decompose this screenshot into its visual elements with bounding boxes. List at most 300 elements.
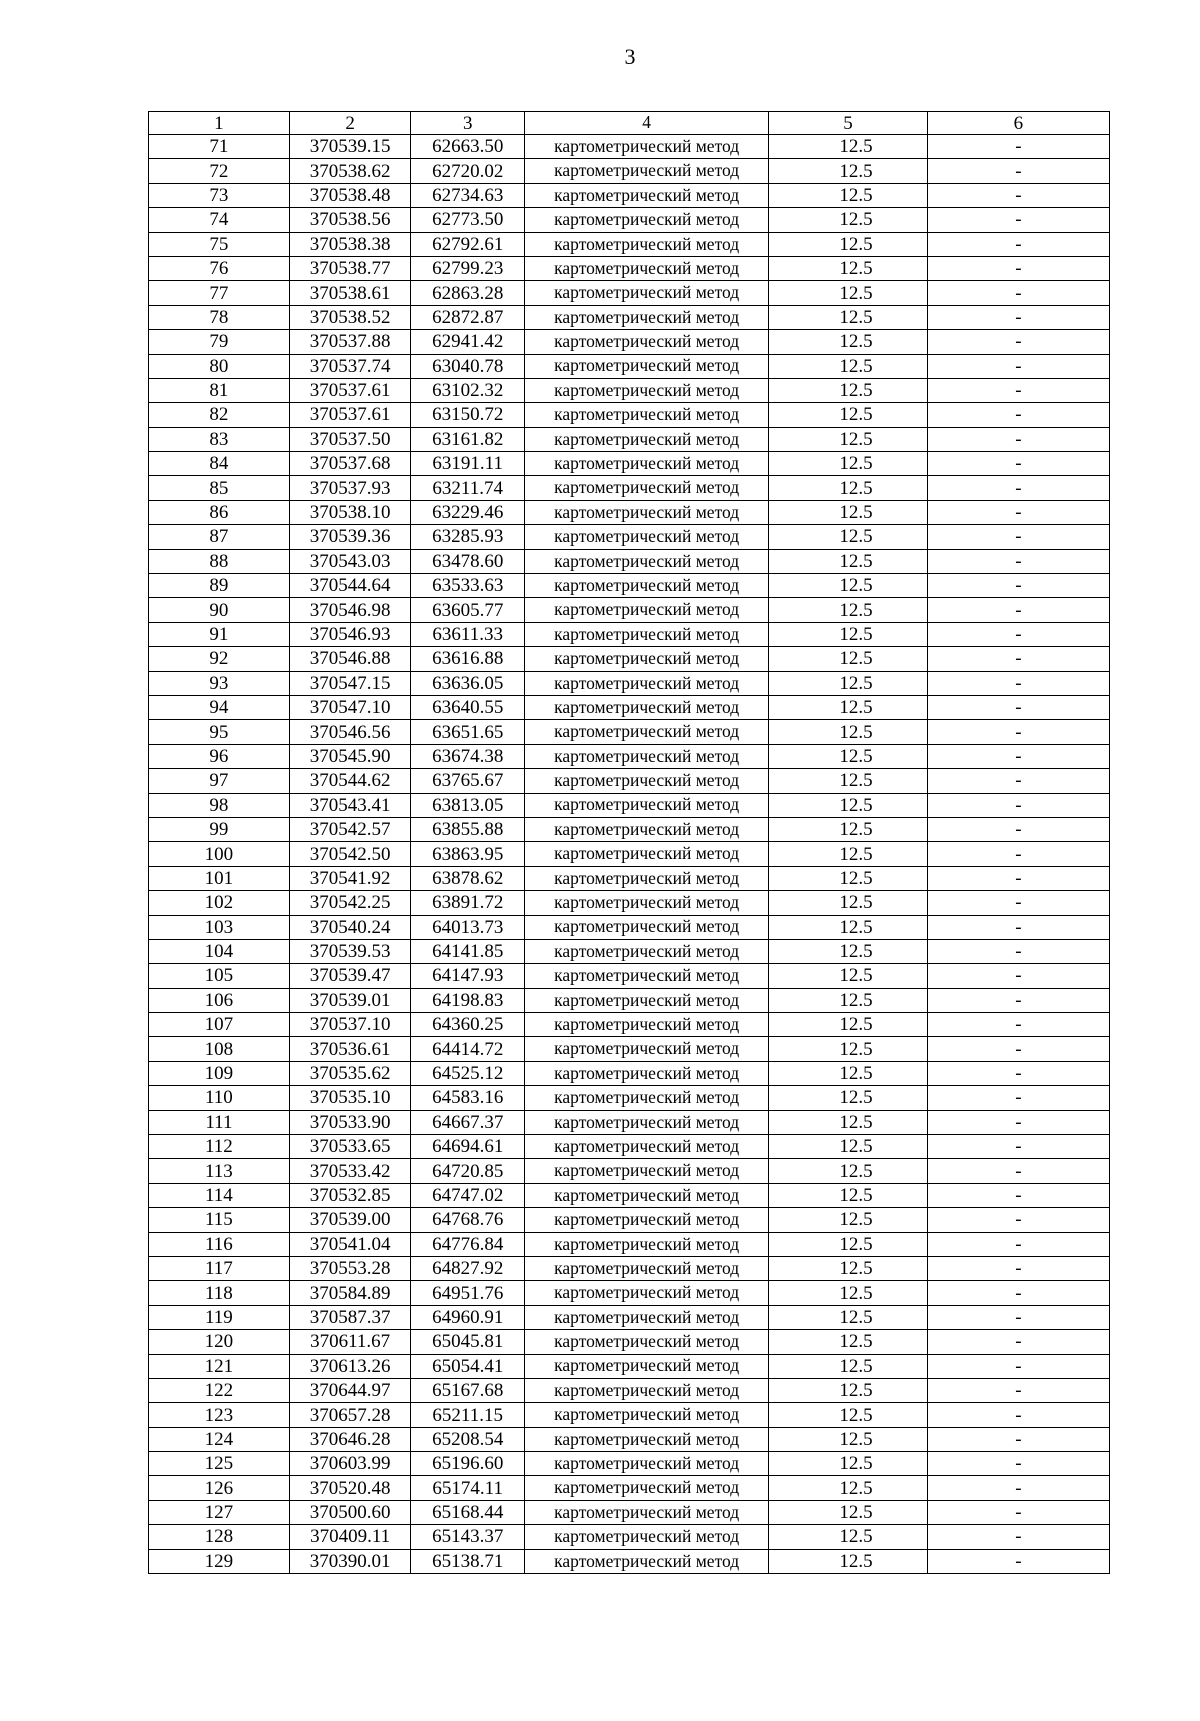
point-number-cell: 93 <box>149 671 290 695</box>
y-coordinate-cell: 64747.02 <box>411 1183 525 1207</box>
note-cell: - <box>927 1378 1109 1402</box>
y-coordinate-cell: 63102.32 <box>411 378 525 402</box>
accuracy-cell: 12.5 <box>769 598 927 622</box>
method-cell: картометрический метод <box>524 1037 768 1061</box>
table-row <box>149 988 1110 1012</box>
x-coordinate-cell: 370613.26 <box>289 1354 411 1378</box>
y-coordinate-cell: 62941.42 <box>411 330 525 354</box>
y-coordinate-cell: 63150.72 <box>411 403 525 427</box>
note-cell: - <box>927 476 1109 500</box>
table-row <box>149 1500 1110 1524</box>
note-cell: - <box>927 1500 1109 1524</box>
table-row <box>149 793 1110 817</box>
method-cell: картометрический метод <box>524 1525 768 1549</box>
point-number-cell: 82 <box>149 403 290 427</box>
x-coordinate-cell: 370539.53 <box>289 939 411 963</box>
table-header <box>149 112 1110 135</box>
x-coordinate-cell: 370538.52 <box>289 305 411 329</box>
method-cell: картометрический метод <box>524 232 768 256</box>
point-number-cell: 126 <box>149 1476 290 1500</box>
point-number-cell: 106 <box>149 988 290 1012</box>
y-coordinate-cell: 62799.23 <box>411 256 525 280</box>
note-cell: - <box>927 817 1109 841</box>
table-row <box>149 183 1110 207</box>
method-cell: картометрический метод <box>524 720 768 744</box>
accuracy-cell: 12.5 <box>769 744 927 768</box>
x-coordinate-cell: 370657.28 <box>289 1403 411 1427</box>
note-cell: - <box>927 183 1109 207</box>
accuracy-cell: 12.5 <box>769 915 927 939</box>
x-coordinate-cell: 370532.85 <box>289 1183 411 1207</box>
accuracy-cell: 12.5 <box>769 1403 927 1427</box>
note-cell: - <box>927 208 1109 232</box>
note-cell: - <box>927 525 1109 549</box>
note-cell: - <box>927 159 1109 183</box>
point-number-cell: 112 <box>149 1135 290 1159</box>
y-coordinate-cell: 63611.33 <box>411 622 525 646</box>
table-row <box>149 671 1110 695</box>
note-cell: - <box>927 1037 1109 1061</box>
note-cell: - <box>927 1110 1109 1134</box>
point-number-cell: 91 <box>149 622 290 646</box>
accuracy-cell: 12.5 <box>769 330 927 354</box>
accuracy-cell: 12.5 <box>769 1549 927 1573</box>
accuracy-cell: 12.5 <box>769 1232 927 1256</box>
point-number-cell: 99 <box>149 817 290 841</box>
x-coordinate-cell: 370646.28 <box>289 1427 411 1451</box>
y-coordinate-cell: 63161.82 <box>411 427 525 451</box>
note-cell: - <box>927 1476 1109 1500</box>
accuracy-cell: 12.5 <box>769 1305 927 1329</box>
x-coordinate-cell: 370539.36 <box>289 525 411 549</box>
table-row <box>149 1013 1110 1037</box>
x-coordinate-cell: 370533.65 <box>289 1135 411 1159</box>
accuracy-cell: 12.5 <box>769 671 927 695</box>
coordinates-table <box>148 111 1110 1574</box>
note-cell: - <box>927 622 1109 646</box>
x-coordinate-cell: 370543.03 <box>289 549 411 573</box>
point-number-cell: 75 <box>149 232 290 256</box>
y-coordinate-cell: 63191.11 <box>411 452 525 476</box>
x-coordinate-cell: 370538.38 <box>289 232 411 256</box>
point-number-cell: 103 <box>149 915 290 939</box>
x-coordinate-cell: 370545.90 <box>289 744 411 768</box>
y-coordinate-cell: 65143.37 <box>411 1525 525 1549</box>
point-number-cell: 119 <box>149 1305 290 1329</box>
point-number-cell: 98 <box>149 793 290 817</box>
note-cell: - <box>927 842 1109 866</box>
x-coordinate-cell: 370603.99 <box>289 1452 411 1476</box>
note-cell: - <box>927 281 1109 305</box>
method-cell: картометрический метод <box>524 988 768 1012</box>
y-coordinate-cell: 63285.93 <box>411 525 525 549</box>
point-number-cell: 81 <box>149 378 290 402</box>
header-col-2: 2 <box>289 112 411 135</box>
point-number-cell: 107 <box>149 1013 290 1037</box>
y-coordinate-cell: 63891.72 <box>411 891 525 915</box>
table-row <box>149 476 1110 500</box>
y-coordinate-cell: 64768.76 <box>411 1208 525 1232</box>
table-row <box>149 939 1110 963</box>
accuracy-cell: 12.5 <box>769 647 927 671</box>
x-coordinate-cell: 370520.48 <box>289 1476 411 1500</box>
note-cell: - <box>927 135 1109 159</box>
table-row <box>149 281 1110 305</box>
table-row <box>149 622 1110 646</box>
point-number-cell: 77 <box>149 281 290 305</box>
y-coordinate-cell: 62734.63 <box>411 183 525 207</box>
x-coordinate-cell: 370546.88 <box>289 647 411 671</box>
point-number-cell: 115 <box>149 1208 290 1232</box>
accuracy-cell: 12.5 <box>769 720 927 744</box>
point-number-cell: 122 <box>149 1378 290 1402</box>
x-coordinate-cell: 370553.28 <box>289 1256 411 1280</box>
accuracy-cell: 12.5 <box>769 1135 927 1159</box>
y-coordinate-cell: 64198.83 <box>411 988 525 1012</box>
point-number-cell: 78 <box>149 305 290 329</box>
table-row <box>149 1037 1110 1061</box>
y-coordinate-cell: 63636.05 <box>411 671 525 695</box>
table-row <box>149 1183 1110 1207</box>
table-row <box>149 891 1110 915</box>
table-row <box>149 378 1110 402</box>
point-number-cell: 104 <box>149 939 290 963</box>
x-coordinate-cell: 370535.62 <box>289 1061 411 1085</box>
y-coordinate-cell: 63813.05 <box>411 793 525 817</box>
y-coordinate-cell: 63040.78 <box>411 354 525 378</box>
method-cell: картометрический метод <box>524 769 768 793</box>
accuracy-cell: 12.5 <box>769 964 927 988</box>
x-coordinate-cell: 370611.67 <box>289 1330 411 1354</box>
y-coordinate-cell: 64360.25 <box>411 1013 525 1037</box>
y-coordinate-cell: 62720.02 <box>411 159 525 183</box>
accuracy-cell: 12.5 <box>769 281 927 305</box>
note-cell: - <box>927 1256 1109 1280</box>
note-cell: - <box>927 866 1109 890</box>
accuracy-cell: 12.5 <box>769 1354 927 1378</box>
note-cell: - <box>927 232 1109 256</box>
y-coordinate-cell: 64720.85 <box>411 1159 525 1183</box>
table-row <box>149 403 1110 427</box>
note-cell: - <box>927 720 1109 744</box>
y-coordinate-cell: 64951.76 <box>411 1281 525 1305</box>
y-coordinate-cell: 65138.71 <box>411 1549 525 1573</box>
note-cell: - <box>927 598 1109 622</box>
table-row <box>149 1330 1110 1354</box>
y-coordinate-cell: 64776.84 <box>411 1232 525 1256</box>
y-coordinate-cell: 62863.28 <box>411 281 525 305</box>
accuracy-cell: 12.5 <box>769 183 927 207</box>
y-coordinate-cell: 63211.74 <box>411 476 525 500</box>
note-cell: - <box>927 1403 1109 1427</box>
y-coordinate-cell: 65045.81 <box>411 1330 525 1354</box>
accuracy-cell: 12.5 <box>769 769 927 793</box>
point-number-cell: 124 <box>149 1427 290 1451</box>
y-coordinate-cell: 64694.61 <box>411 1135 525 1159</box>
accuracy-cell: 12.5 <box>769 842 927 866</box>
x-coordinate-cell: 370541.04 <box>289 1232 411 1256</box>
table-row <box>149 305 1110 329</box>
table-row <box>149 1452 1110 1476</box>
y-coordinate-cell: 64667.37 <box>411 1110 525 1134</box>
y-coordinate-cell: 63863.95 <box>411 842 525 866</box>
table-row <box>149 1354 1110 1378</box>
point-number-cell: 114 <box>149 1183 290 1207</box>
note-cell: - <box>927 1549 1109 1573</box>
method-cell: картометрический метод <box>524 842 768 866</box>
note-cell: - <box>927 1135 1109 1159</box>
x-coordinate-cell: 370537.10 <box>289 1013 411 1037</box>
x-coordinate-cell: 370644.97 <box>289 1378 411 1402</box>
method-cell: картометрический метод <box>524 891 768 915</box>
y-coordinate-cell: 65208.54 <box>411 1427 525 1451</box>
accuracy-cell: 12.5 <box>769 159 927 183</box>
accuracy-cell: 12.5 <box>769 1183 927 1207</box>
y-coordinate-cell: 63651.65 <box>411 720 525 744</box>
method-cell: картометрический метод <box>524 549 768 573</box>
method-cell: картометрический метод <box>524 159 768 183</box>
y-coordinate-cell: 63478.60 <box>411 549 525 573</box>
header-col-1: 1 <box>149 112 290 135</box>
note-cell: - <box>927 988 1109 1012</box>
point-number-cell: 71 <box>149 135 290 159</box>
point-number-cell: 105 <box>149 964 290 988</box>
x-coordinate-cell: 370538.56 <box>289 208 411 232</box>
point-number-cell: 123 <box>149 1403 290 1427</box>
x-coordinate-cell: 370500.60 <box>289 1500 411 1524</box>
point-number-cell: 90 <box>149 598 290 622</box>
accuracy-cell: 12.5 <box>769 1281 927 1305</box>
table-row <box>149 842 1110 866</box>
y-coordinate-cell: 63640.55 <box>411 695 525 719</box>
method-cell: картометрический метод <box>524 525 768 549</box>
method-cell: картометрический метод <box>524 1305 768 1329</box>
table-row <box>149 1256 1110 1280</box>
x-coordinate-cell: 370537.74 <box>289 354 411 378</box>
accuracy-cell: 12.5 <box>769 1061 927 1085</box>
method-cell: картометрический метод <box>524 598 768 622</box>
note-cell: - <box>927 915 1109 939</box>
y-coordinate-cell: 64525.12 <box>411 1061 525 1085</box>
accuracy-cell: 12.5 <box>769 1208 927 1232</box>
method-cell: картометрический метод <box>524 378 768 402</box>
table-row <box>149 915 1110 939</box>
point-number-cell: 96 <box>149 744 290 768</box>
accuracy-cell: 12.5 <box>769 549 927 573</box>
method-cell: картометрический метод <box>524 1110 768 1134</box>
method-cell: картометрический метод <box>524 281 768 305</box>
method-cell: картометрический метод <box>524 1086 768 1110</box>
accuracy-cell: 12.5 <box>769 866 927 890</box>
y-coordinate-cell: 62773.50 <box>411 208 525 232</box>
point-number-cell: 72 <box>149 159 290 183</box>
method-cell: картометрический метод <box>524 452 768 476</box>
table-row <box>149 598 1110 622</box>
method-cell: картометрический метод <box>524 1427 768 1451</box>
method-cell: картометрический метод <box>524 1549 768 1573</box>
method-cell: картометрический метод <box>524 1452 768 1476</box>
table-row <box>149 769 1110 793</box>
point-number-cell: 86 <box>149 500 290 524</box>
note-cell: - <box>927 1232 1109 1256</box>
accuracy-cell: 12.5 <box>769 1110 927 1134</box>
method-cell: картометрический метод <box>524 1476 768 1500</box>
x-coordinate-cell: 370546.56 <box>289 720 411 744</box>
note-cell: - <box>927 647 1109 671</box>
point-number-cell: 84 <box>149 452 290 476</box>
table-row <box>149 525 1110 549</box>
table-row <box>149 1403 1110 1427</box>
table-row <box>149 647 1110 671</box>
point-number-cell: 95 <box>149 720 290 744</box>
y-coordinate-cell: 65211.15 <box>411 1403 525 1427</box>
method-cell: картометрический метод <box>524 647 768 671</box>
x-coordinate-cell: 370538.10 <box>289 500 411 524</box>
accuracy-cell: 12.5 <box>769 1013 927 1037</box>
table-row <box>149 1281 1110 1305</box>
y-coordinate-cell: 63229.46 <box>411 500 525 524</box>
point-number-cell: 76 <box>149 256 290 280</box>
table-row <box>149 427 1110 451</box>
y-coordinate-cell: 63765.67 <box>411 769 525 793</box>
note-cell: - <box>927 549 1109 573</box>
table-row <box>149 1208 1110 1232</box>
method-cell: картометрический метод <box>524 1135 768 1159</box>
note-cell: - <box>927 1354 1109 1378</box>
y-coordinate-cell: 63855.88 <box>411 817 525 841</box>
point-number-cell: 87 <box>149 525 290 549</box>
note-cell: - <box>927 403 1109 427</box>
x-coordinate-cell: 370535.10 <box>289 1086 411 1110</box>
method-cell: картометрический метод <box>524 915 768 939</box>
y-coordinate-cell: 63533.63 <box>411 574 525 598</box>
accuracy-cell: 12.5 <box>769 354 927 378</box>
method-cell: картометрический метод <box>524 1208 768 1232</box>
point-number-cell: 128 <box>149 1525 290 1549</box>
note-cell: - <box>927 1525 1109 1549</box>
table-row <box>149 256 1110 280</box>
point-number-cell: 83 <box>149 427 290 451</box>
x-coordinate-cell: 370537.68 <box>289 452 411 476</box>
y-coordinate-cell: 65167.68 <box>411 1378 525 1402</box>
note-cell: - <box>927 427 1109 451</box>
table-row <box>149 695 1110 719</box>
point-number-cell: 120 <box>149 1330 290 1354</box>
accuracy-cell: 12.5 <box>769 1086 927 1110</box>
accuracy-cell: 12.5 <box>769 256 927 280</box>
point-number-cell: 113 <box>149 1159 290 1183</box>
method-cell: картометрический метод <box>524 695 768 719</box>
note-cell: - <box>927 671 1109 695</box>
method-cell: картометрический метод <box>524 574 768 598</box>
x-coordinate-cell: 370544.62 <box>289 769 411 793</box>
x-coordinate-cell: 370539.15 <box>289 135 411 159</box>
note-cell: - <box>927 939 1109 963</box>
note-cell: - <box>927 452 1109 476</box>
y-coordinate-cell: 63605.77 <box>411 598 525 622</box>
point-number-cell: 121 <box>149 1354 290 1378</box>
accuracy-cell: 12.5 <box>769 1330 927 1354</box>
note-cell: - <box>927 1452 1109 1476</box>
y-coordinate-cell: 64414.72 <box>411 1037 525 1061</box>
x-coordinate-cell: 370547.15 <box>289 671 411 695</box>
accuracy-cell: 12.5 <box>769 1159 927 1183</box>
table-row <box>149 1305 1110 1329</box>
accuracy-cell: 12.5 <box>769 574 927 598</box>
point-number-cell: 89 <box>149 574 290 598</box>
table-row <box>149 1476 1110 1500</box>
table-row <box>149 1061 1110 1085</box>
accuracy-cell: 12.5 <box>769 427 927 451</box>
note-cell: - <box>927 378 1109 402</box>
method-cell: картометрический метод <box>524 622 768 646</box>
x-coordinate-cell: 370539.00 <box>289 1208 411 1232</box>
accuracy-cell: 12.5 <box>769 1037 927 1061</box>
note-cell: - <box>927 1281 1109 1305</box>
table-row <box>149 500 1110 524</box>
accuracy-cell: 12.5 <box>769 695 927 719</box>
method-cell: картометрический метод <box>524 1281 768 1305</box>
point-number-cell: 108 <box>149 1037 290 1061</box>
method-cell: картометрический метод <box>524 354 768 378</box>
point-number-cell: 73 <box>149 183 290 207</box>
point-number-cell: 110 <box>149 1086 290 1110</box>
table-row <box>149 817 1110 841</box>
method-cell: картометрический метод <box>524 1159 768 1183</box>
note-cell: - <box>927 1305 1109 1329</box>
x-coordinate-cell: 370533.42 <box>289 1159 411 1183</box>
note-cell: - <box>927 574 1109 598</box>
method-cell: картометрический метод <box>524 939 768 963</box>
method-cell: картометрический метод <box>524 1232 768 1256</box>
table-body <box>149 135 1110 1574</box>
note-cell: - <box>927 1086 1109 1110</box>
point-number-cell: 101 <box>149 866 290 890</box>
point-number-cell: 74 <box>149 208 290 232</box>
note-cell: - <box>927 330 1109 354</box>
method-cell: картометрический метод <box>524 744 768 768</box>
x-coordinate-cell: 370390.01 <box>289 1549 411 1573</box>
y-coordinate-cell: 63674.38 <box>411 744 525 768</box>
accuracy-cell: 12.5 <box>769 452 927 476</box>
note-cell: - <box>927 1330 1109 1354</box>
x-coordinate-cell: 370537.61 <box>289 403 411 427</box>
point-number-cell: 129 <box>149 1549 290 1573</box>
accuracy-cell: 12.5 <box>769 1452 927 1476</box>
y-coordinate-cell: 64960.91 <box>411 1305 525 1329</box>
method-cell: картометрический метод <box>524 793 768 817</box>
table-row <box>149 1110 1110 1134</box>
table-row <box>149 1427 1110 1451</box>
point-number-cell: 92 <box>149 647 290 671</box>
note-cell: - <box>927 1159 1109 1183</box>
y-coordinate-cell: 65196.60 <box>411 1452 525 1476</box>
table-row <box>149 744 1110 768</box>
note-cell: - <box>927 354 1109 378</box>
x-coordinate-cell: 370546.98 <box>289 598 411 622</box>
note-cell: - <box>927 891 1109 915</box>
y-coordinate-cell: 64141.85 <box>411 939 525 963</box>
accuracy-cell: 12.5 <box>769 305 927 329</box>
x-coordinate-cell: 370539.47 <box>289 964 411 988</box>
note-cell: - <box>927 1427 1109 1451</box>
method-cell: картометрический метод <box>524 183 768 207</box>
x-coordinate-cell: 370542.57 <box>289 817 411 841</box>
note-cell: - <box>927 744 1109 768</box>
point-number-cell: 79 <box>149 330 290 354</box>
x-coordinate-cell: 370537.61 <box>289 378 411 402</box>
y-coordinate-cell: 63878.62 <box>411 866 525 890</box>
